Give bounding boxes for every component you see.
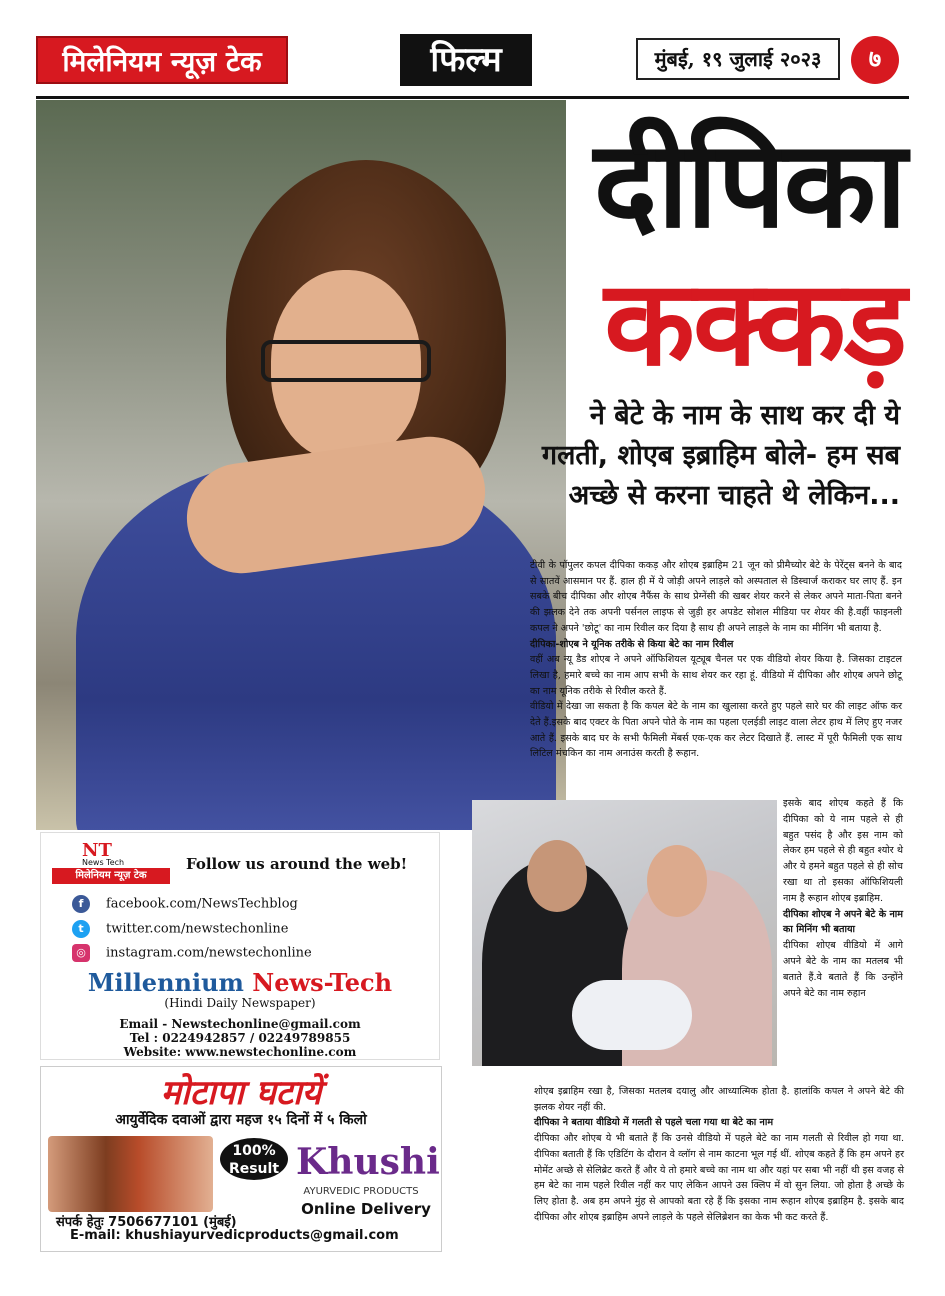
ad-contact: संपर्क हेतुः 7506677101 (मुंबई) xyxy=(56,1215,237,1230)
instagram-icon: ◎ xyxy=(72,944,90,962)
header-rule xyxy=(36,96,909,99)
masthead-brand: मिलेनियम न्यूज़ टेक xyxy=(36,36,288,84)
photo-baby xyxy=(572,980,692,1050)
instagram-link[interactable] xyxy=(72,944,312,962)
photo-man-head xyxy=(527,840,587,912)
instagram-text: instagram.com/newstechonline xyxy=(106,945,312,961)
online-delivery: Online Delivery xyxy=(301,1200,431,1218)
facebook-text: facebook.com/NewsTechblog xyxy=(106,896,298,912)
article-para-1: टीवी के पॉपुलर कपल दीपिका ककड़ और शोएब इब्राहिम 21 जून को प्रीमैच्योर बेटे के पेरेंट्स बनने के बाद से सातवें आसमान पर हैं. हाल ही में ये जोड़ी अपने लाड़ले को अस्पताल से डिस्चार्ज कराकर घर लाए हैं. इन सबके बीच दीपिका और शोएब नैफैंस के साथ प्रेग्नेंसी की खबर शेयर करने से लेकर अपने माता-पिता बनने की झलक देने तक अपनी पर्सनल लाइफ से जुड़ी हर अपडेट सोशल मीडिया पर शेयर की है.वहीं फाइनली कपल ने अपने 'छोटू' का नाम रिवील कर दिया है साथ ही अपने लाड़ले के नाम का मीनिंग भी बताया है. xyxy=(530,560,902,634)
ad-subline: आयुर्वेदिक दवाओं द्वारा महज १५ दिनों में ५ किलो xyxy=(115,1112,367,1128)
contact-tel: Tel : 0224942857 / 02249789855 xyxy=(129,1031,351,1045)
logo-bar: मिलेनियम न्यूज़ टेक xyxy=(52,868,170,884)
contact-website: Website: www.newstechonline.com xyxy=(123,1045,357,1059)
khushi-logo: Khushi xyxy=(296,1141,440,1183)
dateline: मुंबई, १९ जुलाई २०२३ xyxy=(636,38,840,80)
ad-email: E-mail: khushiayurvedicproducts@gmail.com xyxy=(70,1228,399,1243)
khushi-subtitle: AYURVEDIC PRODUCTS xyxy=(303,1186,419,1197)
article-side-para-2: दीपिका शोएब वीडियो में आगे अपने बेटे के नाम का मतलब भी बताते हैं.वे बताते हैं कि उन्होंने अपने बेटे का नाम रुहान xyxy=(783,940,903,999)
article-para-2: वहीं अब न्यू डैड शोएब ने अपने ऑफिशियल यूट्यूब चैनल पर एक वीडियो शेयर किया है. जिसका टाइटल लिखा है, हमारे बच्चे का नाम आप सभी के साथ शेयर कर रहा हूं. वीडियो में दीपिका और शोएब अपने छोटू का नाम यूनिक तरीके से रिवील करते हैं. xyxy=(530,654,902,697)
headline-line2: कक्कड़ xyxy=(604,254,905,392)
article-para-5: दीपिका और शोएब ये भी बताते हैं कि उनसे वीडियो में पहले बेटे का नाम गलती से रिवील हो गया था. दीपिका बताती हैं कि एडिटिंग के दौरान वे व्लॉग से नाम काटना भूल गई थीं. शोएब कहते हैं कि हम अपने हर मोमेंट अच्छे से सेलिब्रेट करते हैं और ये तो हमारे बच्चे का नाम था और यहां पर सबा भी नहीं थी इस वजह से हम बेटे का नाम पहले रिवील नहीं कर पाए लेकिन आपने उस क्लिप में वो सुन लिया. जो होता है अच्छे के लिए होता है. अब हम अपने मुंह से आपको बता रहे हैं कि इसका नाम रूहान शोएब इब्राहिम है. इसके बाद दीपिका और शोएब इब्राहिम अपने लाड़ले के पहले सेलिब्रेशन का केक भी कट करते हैं. xyxy=(534,1133,904,1223)
twitter-link[interactable] xyxy=(72,920,288,938)
article-body xyxy=(530,558,902,762)
headline-line1: दीपिका xyxy=(593,116,905,255)
ad-image xyxy=(48,1136,213,1212)
logo-text: News Tech xyxy=(82,858,125,867)
photo-glasses xyxy=(261,340,431,382)
article-side-para: इसके बाद शोएब कहते हैं कि दीपिका को ये नाम पहले से ही बहुत पसंद है और इस नाम को लेकर हम पहले से ही बहुत श्योर थे और ये हमने बहुत पहले से ही सोच रखा था तो इसका ऑफिशियली नाम है रूहान शोएब इब्राहिम. xyxy=(783,798,903,904)
ad-headline: मोटापा घटायें xyxy=(160,1073,322,1113)
facebook-icon: f xyxy=(72,895,90,913)
logo-mark: NT xyxy=(82,840,112,861)
result-badge-pct: 100% xyxy=(232,1143,276,1159)
result-badge xyxy=(220,1138,288,1180)
section-label: फिल्म xyxy=(400,34,532,86)
newspaper-title-blue: Millennium xyxy=(87,968,244,997)
couple-photo xyxy=(472,800,777,1066)
newspaper-title xyxy=(40,968,440,997)
article-para-4: शोएब इब्राहिम रखा है, जिसका मतलब दयालु और आध्यात्मिक होता है. हालांकि कपल ने अपने बेटे की झलक शेयर नहीं की. xyxy=(534,1086,904,1113)
article-side-subhead: दीपिका शोएब ने अपने बेटे के नाम का मिनिंग भी बताया xyxy=(783,908,903,936)
article-para-3: वीडियो में देखा जा सकता है कि कपल बेटे के नाम का खुलासा करते हुए पहले सारे घर की लाइट ऑफ कर देते हैं.इसके बाद एक्टर के पिता अपने पोते के नाम का पहला एलईडी लाइट वाला लेटर हाथ में लिए हुए नजर आते हैं. इसके बाद घर के सभी फैमिली मेंबर्स एक-एक कर लेटर दिखाते हैं. लास्ट में पूरी फैमिली एक साथ लिटिल मंचकिन का नाम अनाउंस करती है रूहान. xyxy=(530,701,902,760)
contact-email: Email - Newstechonline@gmail.com xyxy=(119,1017,361,1031)
twitter-text: twitter.com/newstechonline xyxy=(106,921,289,937)
article-tail xyxy=(534,1084,904,1225)
facebook-link[interactable] xyxy=(72,895,298,913)
newspaper-subtitle: (Hindi Daily Newspaper) xyxy=(164,996,316,1010)
newspaper-title-red: News-Tech xyxy=(252,968,393,997)
article-subhead-2: दीपिका ने बताया वीडियो में गलती से पहले चला गया था बेटे का नाम xyxy=(534,1117,774,1129)
follow-heading: Follow us around the web! xyxy=(186,855,408,873)
result-badge-label: Result xyxy=(228,1161,280,1177)
photo-woman-head xyxy=(647,845,707,917)
twitter-icon: t xyxy=(72,920,90,938)
article-subhead-1: दीपिका-शोएब ने यूनिक तरीके से किया बेटे का नाम रिवील xyxy=(530,638,734,650)
article-side-column xyxy=(783,796,903,1001)
page-number: ७ xyxy=(851,36,899,84)
subheadline: ने बेटे के नाम के साथ कर दी ये गलती, शोएब इब्राहिम बोले- हम सब अच्छे से करना चाहते थे लेकिन... xyxy=(541,400,900,511)
newstech-logo xyxy=(52,840,172,886)
